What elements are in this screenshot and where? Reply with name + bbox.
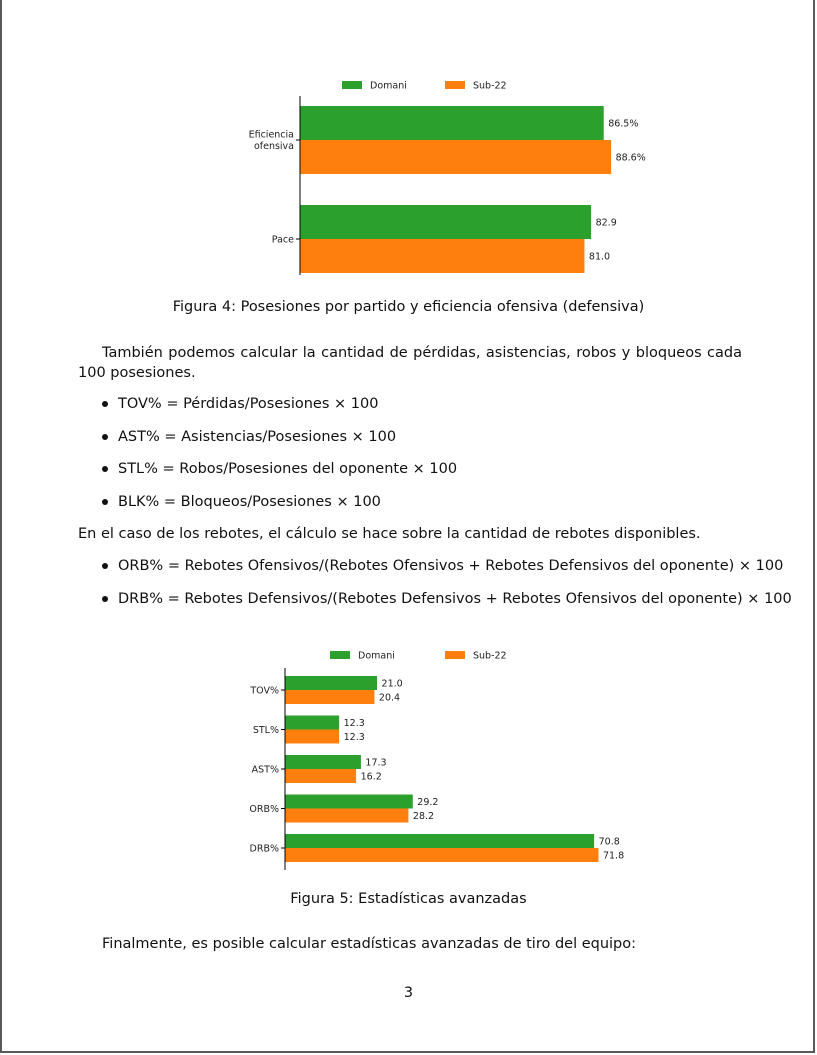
formula-list-2 — [100, 556, 792, 621]
bar-sub-22 — [301, 239, 585, 273]
legend-swatch-domani — [330, 651, 350, 659]
category-label: Eficiencia — [248, 129, 294, 141]
data-label: 29.2 — [417, 796, 439, 808]
category-label: ofensiva — [253, 141, 294, 153]
bar-domani — [286, 795, 413, 809]
data-label: 17.3 — [365, 757, 387, 769]
paragraph-shooting: Finalmente, es posible calcular estadísticas avanzadas de tiro del equipo: — [102, 936, 637, 952]
data-label: 88.6% — [615, 152, 646, 164]
bar-sub-22 — [286, 848, 599, 862]
formula-blk: BLK% = Bloqueos/Posesiones × 100 — [100, 492, 457, 525]
bar-sub-22 — [286, 769, 357, 783]
bar-domani — [301, 106, 604, 140]
data-label: 12.3 — [343, 731, 365, 743]
paragraph-per-100: También podemos calcular la cantidad de pérdidas, asistencias, robos y bloqueos cada 100 posesiones. — [78, 345, 742, 381]
figure-4-chart — [230, 72, 646, 284]
page-number: 3 — [403, 985, 414, 1001]
formula-tov: TOV% = Pérdidas/Posesiones × 100 — [100, 394, 457, 427]
paragraph-rebounds: En el caso de los rebotes, el cálculo se hace sobre la cantidad de rebotes disponibles. — [78, 526, 701, 542]
formula-drb: DRB% = Rebotes Defensivos/(Rebotes Defensivos + Rebotes Ofensivos del oponente) × 100 — [100, 589, 792, 622]
formula-ast: AST% = Asistencias/Posesiones × 100 — [100, 427, 457, 460]
category-label: ORB% — [249, 803, 279, 815]
data-label: 12.3 — [343, 717, 365, 729]
legend-swatch-domani — [342, 81, 362, 89]
data-label: 82.9 — [595, 217, 617, 229]
category-label: STL% — [252, 724, 279, 736]
legend-swatch-sub-22 — [445, 651, 465, 659]
data-label: 20.4 — [378, 692, 401, 704]
bar-sub-22 — [286, 690, 375, 704]
data-label: 71.8 — [602, 850, 625, 862]
data-label: 16.2 — [360, 771, 382, 783]
bar-domani — [286, 834, 595, 848]
data-label: 70.8 — [598, 836, 620, 848]
legend-label-domani: Domani — [358, 650, 395, 662]
category-label: DRB% — [249, 843, 279, 855]
bar-sub-22 — [301, 140, 612, 174]
legend-label-sub-22: Sub-22 — [473, 650, 507, 662]
data-label: 21.0 — [381, 678, 403, 690]
legend-label-sub-22: Sub-22 — [473, 80, 507, 92]
legend-label-domani: Domani — [370, 80, 407, 92]
bar-sub-22 — [286, 809, 409, 823]
figure-5-caption: Figura 5: Estadísticas avanzadas — [290, 891, 527, 907]
category-label: AST% — [251, 764, 279, 776]
figure-5-chart — [230, 642, 630, 874]
category-label: Pace — [271, 234, 294, 246]
bar-sub-22 — [286, 730, 340, 744]
legend-swatch-sub-22 — [445, 81, 465, 89]
figure-4-caption: Figura 4: Posesiones por partido y eficiencia ofensiva (defensiva) — [172, 299, 645, 315]
bar-domani — [286, 676, 378, 690]
formula-orb: ORB% = Rebotes Ofensivos/(Rebotes Ofensivos + Rebotes Defensivos del oponente) × 100 — [100, 556, 792, 589]
data-label: 81.0 — [588, 251, 611, 263]
formula-list-1 — [100, 394, 457, 524]
formula-stl: STL% = Robos/Posesiones del oponente × 100 — [100, 459, 457, 492]
data-label: 28.2 — [412, 810, 435, 822]
category-label: TOV% — [250, 685, 279, 697]
bar-domani — [286, 755, 361, 769]
data-label: 86.5% — [608, 118, 639, 130]
bar-domani — [301, 205, 592, 239]
bar-domani — [286, 716, 340, 730]
